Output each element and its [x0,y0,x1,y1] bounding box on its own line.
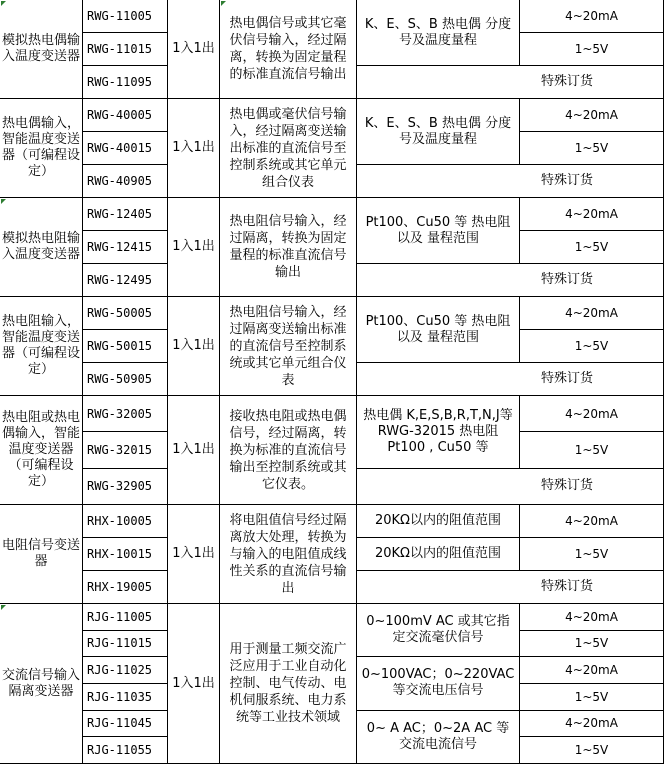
output-signal-text: 4~20mA [565,716,618,731]
output-signal-text: 4~20mA [565,406,618,421]
input-range-text: Pt100、Cu50 等 热电阻以及 量程范围 [365,214,511,246]
product-name-text: 电阻信号变送器 [2,538,81,569]
model-number [83,0,168,33]
output-signal [520,231,664,264]
model-number-text: RJG-11055 [87,743,153,758]
special-order [357,66,664,99]
output-signal [520,604,664,631]
special-order-text: 特殊订货 [540,371,593,386]
special-order-text: 特殊订货 [540,272,593,287]
model-number [83,231,168,264]
model-number-text: RHX-10015 [87,547,153,561]
model-number [83,297,168,330]
product-name-text: 模拟热电偶输入温度变送器 [2,33,81,64]
model-number-text: RWG-12495 [87,273,153,287]
model-number-text: RWG-32905 [87,479,153,494]
model-number-text: RWG-40015 [87,141,153,155]
io-spec [168,0,220,99]
special-order [357,363,664,396]
output-signal [520,432,664,468]
input-range-text: 0~100mV AC 或其它指定交流毫伏信号 [366,614,510,646]
output-signal [520,737,664,764]
output-signal [520,505,664,538]
special-order-text: 特殊订货 [540,173,593,188]
product-name [0,297,83,396]
input-range [357,0,520,66]
io-spec-text: 1入1出 [172,675,215,691]
cell-marker-icon [1,605,6,610]
model-number [83,657,168,684]
input-range [357,99,520,165]
output-signal-text: 1~5V [574,743,609,758]
output-signal [520,99,664,132]
output-signal [520,330,664,363]
io-spec-text: 1入1出 [172,442,215,457]
input-range-text: 20KΩ以内的阻值范围 [374,546,501,561]
model-number [83,33,168,66]
model-number-text: RWG-50005 [87,306,153,320]
input-range [357,297,520,363]
function-description [220,604,357,764]
model-number-text: RWG-40005 [87,108,153,122]
product-name-text: 热电偶输入，智能温度变送器（可编程设定） [2,116,81,179]
io-spec [168,505,220,604]
input-range-text: K、E、S、B 热电偶 分度号及温度量程 [364,16,512,48]
model-number [83,396,168,432]
model-number-text: RHX-10005 [87,514,153,528]
model-number-text: RWG-11005 [87,9,153,23]
function-description-text: 接收热电阻或热电偶信号，经过隔离，转换为标准的直流信号输出至控制系统或其它仪表。 [229,408,347,492]
io-spec [168,604,220,764]
function-description-text: 将电阻值信号经过隔离放大处理，转换为与输入的电阻值成线性关系的直流信号输出 [229,512,347,596]
output-signal [520,33,664,66]
model-number-text: RWG-50015 [87,339,153,353]
product-name-text: 热电阻或热电偶输入，智能温度变送器（可编程设定） [2,410,81,489]
output-signal-text: 1~5V [574,442,609,457]
output-signal [520,297,664,330]
cell-marker-icon [221,1,226,6]
product-name [0,604,83,764]
model-number-text: RWG-32005 [87,406,153,421]
function-description-text: 热电阻信号输入，经过隔离，转换为固定量程的标准直流信号输出 [229,214,347,280]
output-signal-text: 4~20mA [565,514,618,528]
output-signal-text: 4~20mA [565,609,618,624]
output-signal-text: 1~5V [574,689,609,704]
model-number [83,711,168,738]
input-range [357,657,520,710]
input-range [357,198,520,264]
input-range-text: Pt100、Cu50 等 热电阻以及 量程范围 [365,313,511,345]
model-number [83,99,168,132]
model-number-text: RWG-12415 [87,240,153,254]
io-spec-text: 1入1出 [172,338,215,353]
io-spec [168,99,220,198]
product-name-text: 热电阻输入，智能温度变送器（可编程设定） [2,314,81,377]
output-signal [520,711,664,738]
special-order [357,469,664,505]
input-range-text: 0~100VAC；0~220VAC 等交流电压信号 [361,667,515,699]
model-number-text: RJG-11045 [87,716,153,731]
model-number [83,198,168,231]
output-signal-text: 4~20mA [565,108,618,122]
output-signal-text: 4~20mA [565,207,618,221]
output-signal [520,132,664,165]
io-spec-text: 1入1出 [172,41,215,56]
model-number-text: RJG-11005 [87,609,153,624]
output-signal [520,538,664,571]
function-description [220,99,357,198]
output-signal-text: 1~5V [574,42,609,56]
io-spec-text: 1入1出 [172,140,215,155]
model-number [83,505,168,538]
product-name [0,198,83,297]
input-range [357,505,520,538]
input-range [357,604,520,657]
output-signal [520,631,664,658]
special-order-text: 特殊订货 [540,579,593,594]
model-number-text: RJG-11015 [87,636,153,651]
output-signal-text: 4~20mA [565,663,618,678]
product-name [0,0,83,99]
output-signal-text: 4~20mA [565,306,618,320]
model-number [83,132,168,165]
function-description-text: 热电阻信号输入，经过隔离变送输出标准的直流信号至控制系统或其它单元组合仪表 [229,304,347,388]
output-signal [520,657,664,684]
input-range-text: K、E、S、B 热电偶 分度号及温度量程 [364,115,512,147]
model-number-text: RJG-11025 [87,663,153,678]
model-number [83,737,168,764]
model-number [83,571,168,604]
function-description-text: 用于测量工频交流广泛应用于工业自动化控制、电气传动、电机伺服系统、电力系统等工业技术领域 [229,642,347,725]
product-name-text: 模拟热电阻输入温度变送器 [2,231,81,262]
function-description-text: 热电偶或毫伏信号输入，经过隔离变送输出标准的直流信号至控制系统或其它单元组合仪表 [229,106,347,190]
output-signal-text: 1~5V [574,339,609,353]
model-number-text: RWG-11015 [87,42,153,56]
output-signal [520,684,664,711]
output-signal-text: 1~5V [574,547,609,561]
model-number [83,432,168,468]
model-number [83,469,168,505]
model-number [83,264,168,297]
model-number-text: RWG-12405 [87,207,153,221]
model-number [83,538,168,571]
model-number [83,330,168,363]
product-name [0,505,83,604]
io-spec-text: 1入1出 [172,239,215,254]
model-number-text: RJG-11035 [87,689,153,704]
io-spec [168,198,220,297]
special-order [357,264,664,297]
model-number [83,363,168,396]
product-name [0,396,83,505]
output-signal [520,198,664,231]
io-spec [168,396,220,505]
io-spec-text: 1入1出 [172,546,215,561]
special-order-text: 特殊订货 [540,478,593,494]
output-signal-text: 1~5V [574,141,609,155]
function-description [220,505,357,604]
model-number-text: RWG-50905 [87,372,153,386]
model-number [83,604,168,631]
model-number [83,684,168,711]
io-spec [168,297,220,396]
function-description [220,198,357,297]
model-number-text: RWG-11095 [87,75,153,89]
input-range-text: 0~ A AC；0~2A AC 等交流电流信号 [366,720,510,752]
product-name [0,99,83,198]
model-number [83,66,168,99]
output-signal-text: 4~20mA [565,9,618,23]
model-number-text: RWG-32015 [87,442,153,457]
output-signal-text: 1~5V [574,240,609,254]
special-order-text: 特殊订货 [540,74,593,89]
input-range [357,711,520,764]
model-number [83,631,168,658]
input-range-text: 20KΩ以内的阻值范围 [374,513,501,528]
output-signal [520,396,664,432]
model-number-text: RWG-40905 [87,174,153,188]
model-number [83,165,168,198]
product-name-text: 交流信号输入隔离变送器 [2,667,81,699]
input-range-text: 热电偶 K,E,S,B,R,T,N,J等 RWG-32015 热电阻 Pt100 , Cu50 等 [363,407,513,455]
function-description [220,0,357,99]
function-description [220,396,357,505]
special-order [357,165,664,198]
input-range [357,396,520,469]
special-order [357,571,664,604]
input-range [357,538,520,571]
output-signal-text: 1~5V [574,636,609,651]
function-description-text: 热电偶信号或其它毫伏信号输入，经过隔离，转换为固定量程的标准直流信号输出 [229,16,347,82]
output-signal [520,0,664,33]
model-number-text: RHX-19005 [87,580,153,594]
function-description [220,297,357,396]
cell-marker-icon [1,1,6,6]
cell-marker-icon [1,199,6,204]
